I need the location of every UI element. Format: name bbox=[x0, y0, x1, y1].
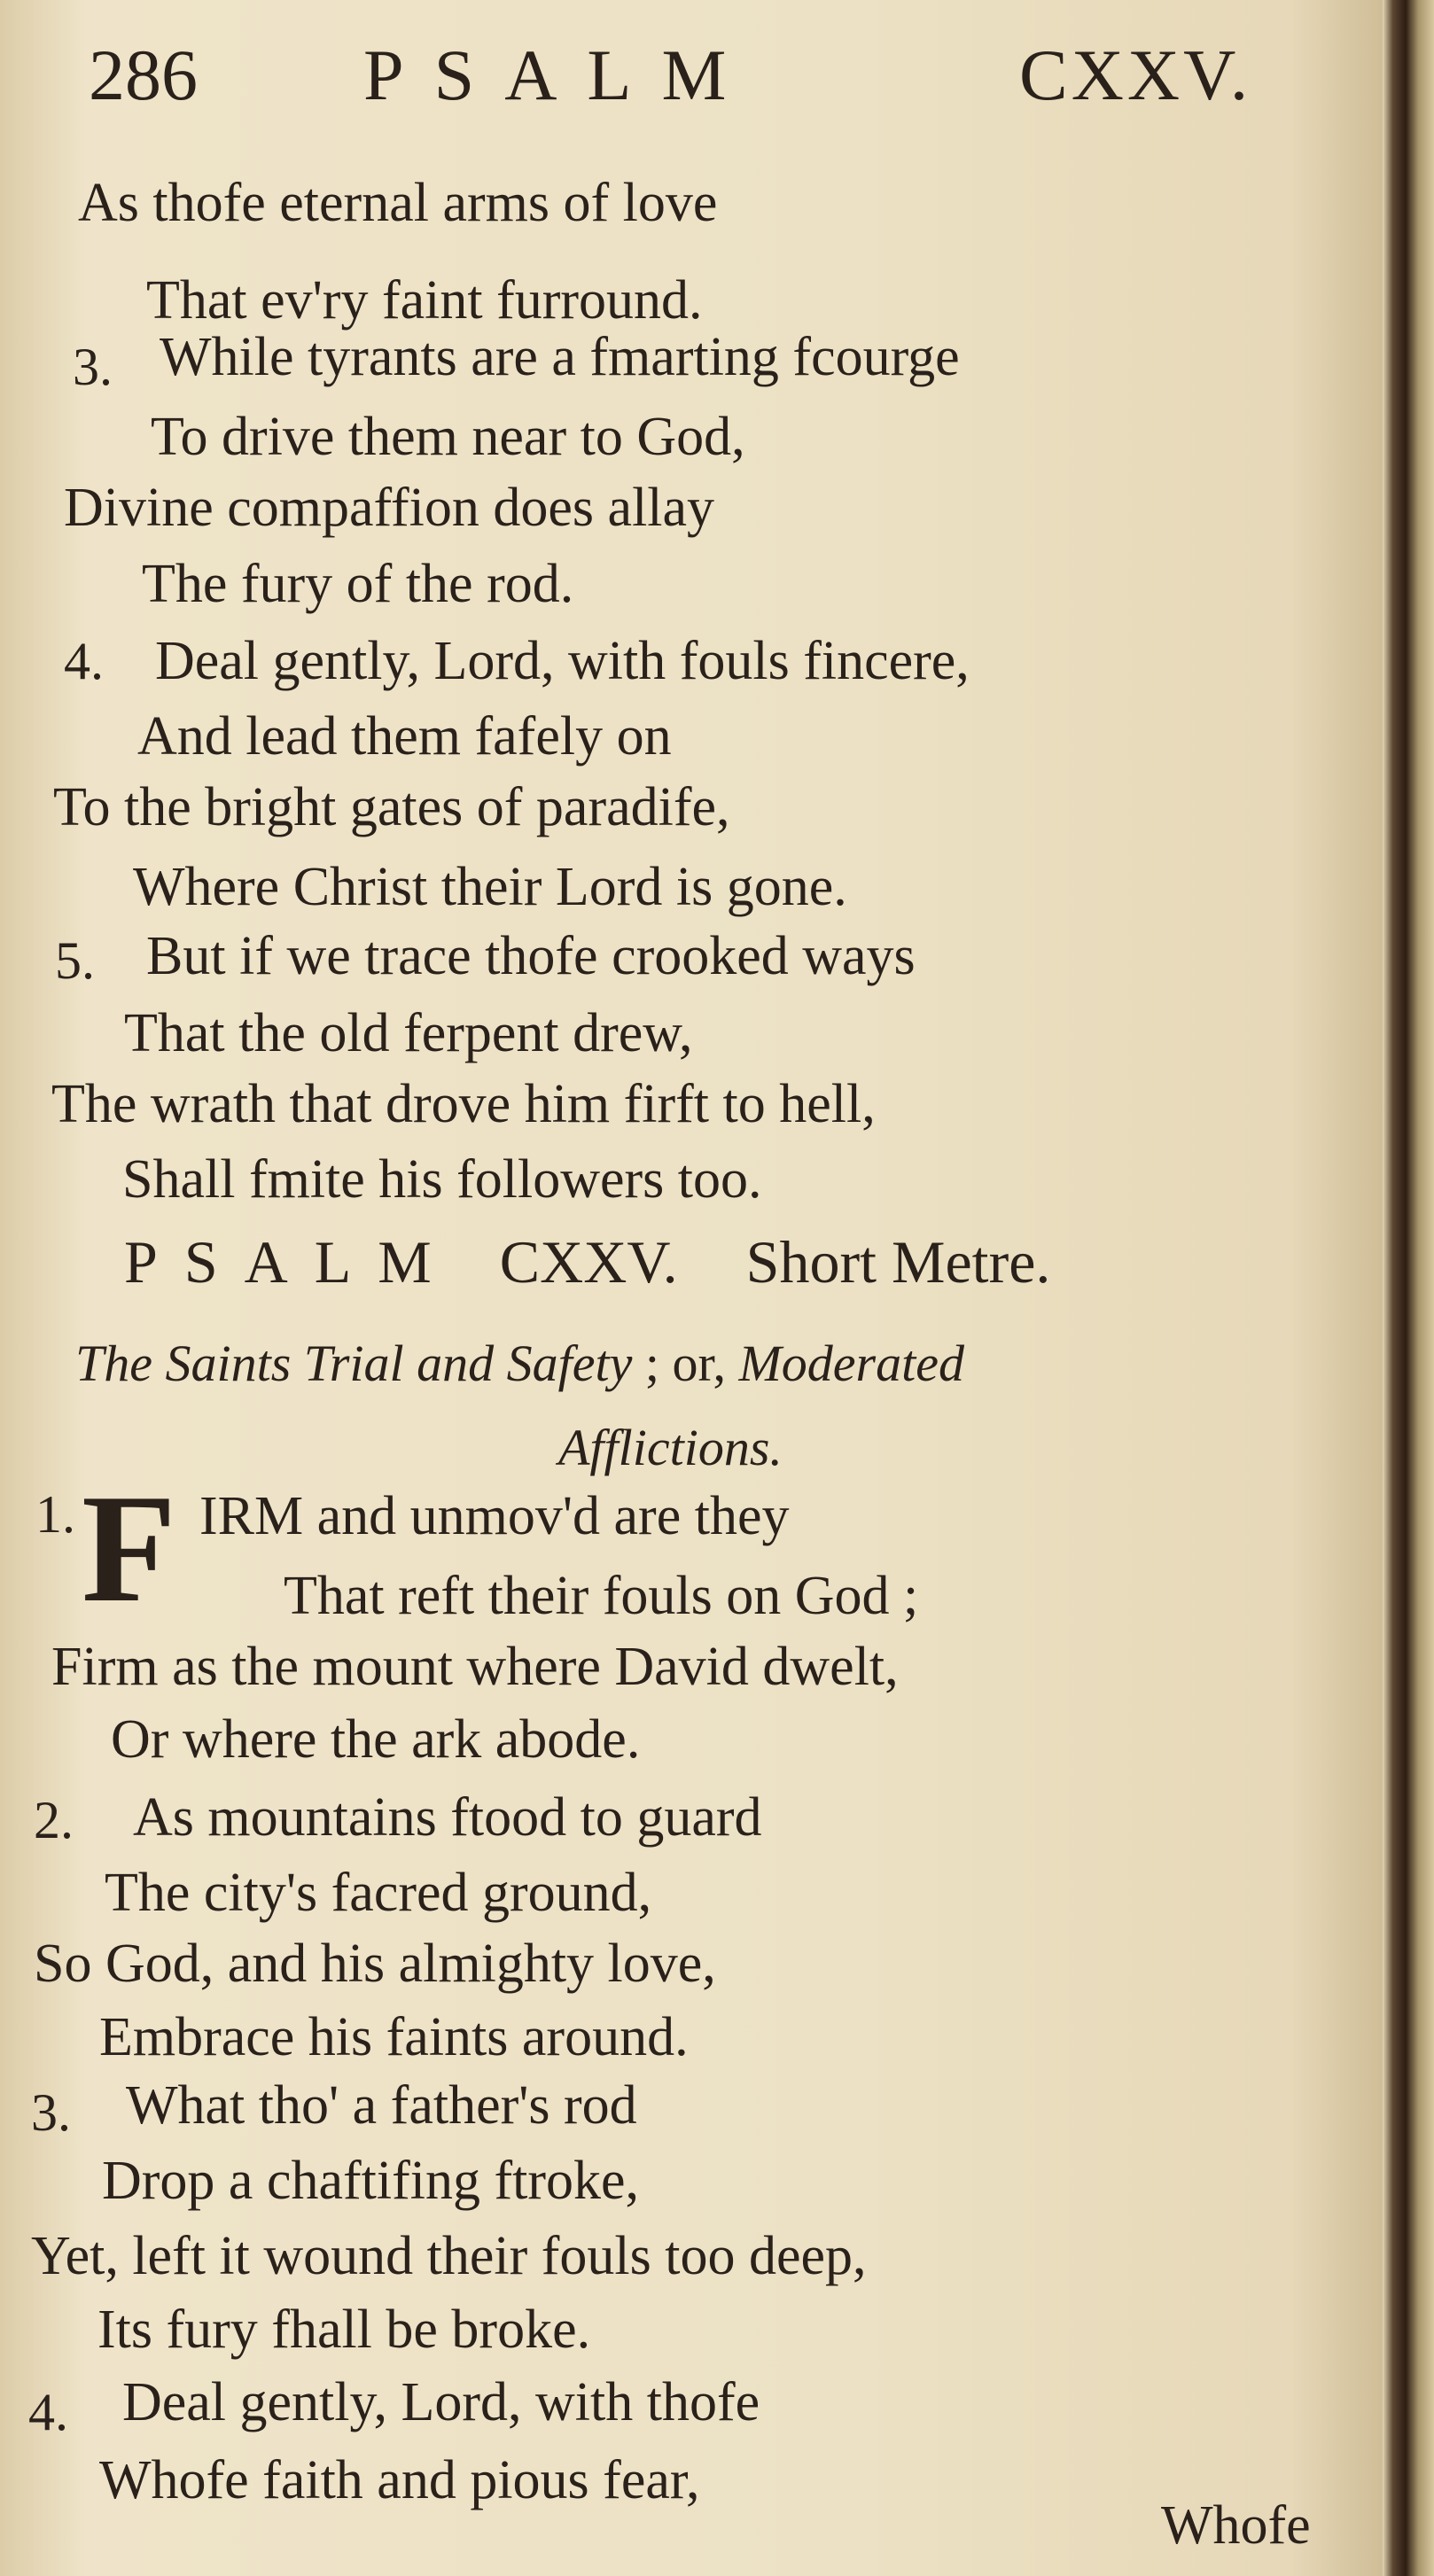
verse-line: Deal gently, Lord, with thofe bbox=[122, 2372, 760, 2432]
page-gutter bbox=[1383, 0, 1434, 2576]
verse-line: As thofe eternal arms of love bbox=[78, 173, 718, 233]
psalm-metre: Short Metre. bbox=[745, 1228, 1051, 1296]
verse-line: So God, and his almighty love, bbox=[34, 1934, 716, 1994]
verse-line: That the old ferpent drew, bbox=[124, 1003, 693, 1063]
verse-line: The fury of the rod. bbox=[142, 554, 574, 614]
stanza-number: 4. bbox=[28, 2383, 68, 2441]
subtitle-separator: ; or, bbox=[644, 1335, 726, 1392]
verse-line: The wrath that drove him firft to hell, bbox=[51, 1074, 876, 1134]
verse-line: But if we trace thofe crooked ways bbox=[146, 926, 916, 986]
verse-line: Or where the ark abode. bbox=[111, 1709, 641, 1770]
verse-line: Its fury fhall be broke. bbox=[97, 2300, 591, 2360]
page-number: 286 bbox=[89, 35, 198, 115]
psalm-title-numeral: CXXV. bbox=[499, 1228, 678, 1296]
verse-line: Embrace his faints around. bbox=[99, 2007, 689, 2067]
verse-line: Shall fmite his followers too. bbox=[122, 1149, 762, 1210]
stanza-number: 1. bbox=[35, 1485, 75, 1544]
verse-line: That reft their fouls on God ; bbox=[284, 1566, 919, 1626]
running-header bbox=[89, 34, 1259, 140]
stanza-number: 2. bbox=[34, 1791, 74, 1849]
verse-line: While tyrants are a fmarting fcourge bbox=[160, 327, 960, 387]
verse-line: That ev'ry faint furround. bbox=[146, 270, 703, 331]
stanza-number: 4. bbox=[64, 632, 104, 690]
verse-line: Where Christ their Lord is gone. bbox=[133, 857, 847, 917]
verse-line: As mountains ftood to guard bbox=[133, 1787, 762, 1848]
verse-line: Whofe faith and pious fear, bbox=[99, 2450, 700, 2510]
verse-line: Drop a chaftifing ftroke, bbox=[102, 2151, 639, 2211]
subtitle-italic: The Saints Trial and Safety bbox=[75, 1335, 633, 1392]
subtitle-italic-2: Moderated bbox=[738, 1335, 964, 1392]
verse-line: IRM and unmov'd are they bbox=[199, 1486, 790, 1546]
psalm-title-word: PSALM bbox=[124, 1228, 458, 1296]
running-numeral: CXXV. bbox=[1019, 35, 1252, 115]
psalm-subtitle bbox=[75, 1334, 964, 1393]
subtitle-continuation: Afflictions. bbox=[558, 1419, 783, 1476]
verse-line: And lead them fafely on bbox=[137, 706, 672, 767]
verse-line: Deal gently, Lord, with fouls fincere, bbox=[155, 631, 970, 691]
running-title: PSALM bbox=[363, 35, 757, 115]
verse-line: What tho' a father's rod bbox=[126, 2075, 637, 2136]
verse-line: The city's facred ground, bbox=[105, 1863, 652, 1923]
verse-line: To drive them near to God, bbox=[151, 407, 745, 467]
catchword: Whofe bbox=[1161, 2495, 1311, 2556]
verse-line: To the bright gates of paradife, bbox=[53, 777, 730, 837]
drop-cap-letter: F bbox=[82, 1462, 176, 1634]
stanza-number: 3. bbox=[73, 338, 113, 396]
verse-line: Yet, left it wound their fouls too deep, bbox=[31, 2226, 867, 2286]
verse-line: Firm as the mount where David dwelt, bbox=[51, 1637, 899, 1697]
stanza-number: 3. bbox=[31, 2083, 71, 2142]
verse-line: Divine compaffion does allay bbox=[64, 478, 715, 538]
stanza-number: 5. bbox=[55, 931, 95, 990]
psalm-heading bbox=[124, 1227, 1050, 1297]
